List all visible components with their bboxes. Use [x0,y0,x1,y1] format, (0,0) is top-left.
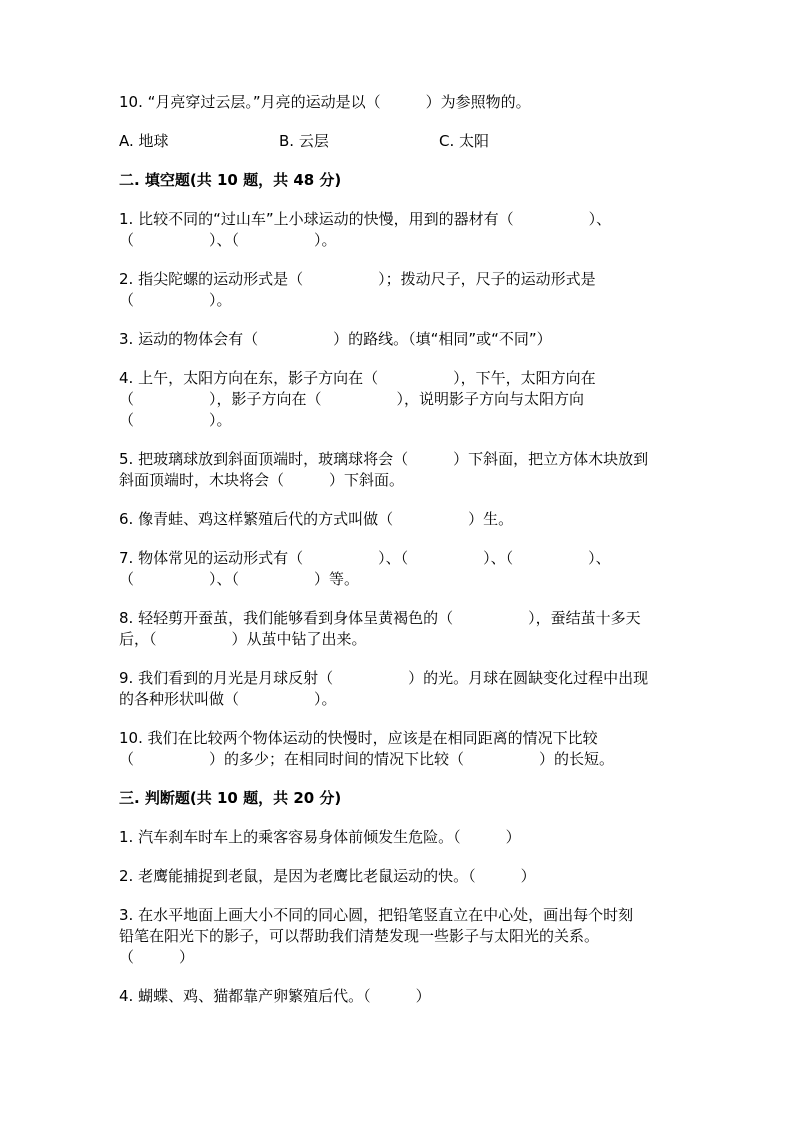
judge-question-2 [119,866,679,887]
question-line: （ ）、（ ）。 [119,231,337,249]
question-line: 2. 老鹰能捕捉到老鼠，是因为老鹰比老鼠运动的快。（ ） [119,867,536,885]
question-line: 3. 在水平地面上画大小不同的同心圆，把铅笔竖直立在中心处，画出每个时刻 [119,906,634,924]
question-line: 8. 轻轻剪开蚕茧，我们能够看到身体呈黄褐色的（ ），蚕结茧十多天 [119,609,641,627]
question-line: （ ）。 [119,411,232,429]
option-c: C. 太阳 [439,132,490,150]
question-line: （ ） [119,948,195,966]
section-title-true-false: 三. 判断题(共 10 题，共 20 分) [119,789,342,807]
question-line: 10. 我们在比较两个物体运动的快慢时，应该是在相同距离的情况下比较 [119,729,598,747]
fill-question-4 [119,368,679,431]
question-line: 斜面顶端时，木块将会（ ）下斜面。 [119,471,405,489]
question-line: 4. 上午，太阳方向在东，影子方向在（ ），下午，太阳方向在 [119,369,596,387]
fill-question-7 [119,548,679,590]
judge-question-1 [119,827,679,848]
option-b: B. 云层 [279,132,329,150]
fill-question-10 [119,728,679,770]
question-line: 的各种形状叫做（ ）。 [119,690,337,708]
question-options [119,131,679,152]
question-line: （ ）的多少；在相同时间的情况下比较（ ）的长短。 [119,750,615,768]
question-line: 后，（ ）从茧中钻了出来。 [119,630,367,648]
judge-question-3 [119,905,679,968]
exam-page [119,92,679,1025]
fill-question-9 [119,668,679,710]
fill-question-3 [119,329,679,350]
question-text: 10. “月亮穿过云层。”月亮的运动是以（ ）为参照物的。 [119,93,531,111]
fill-question-6 [119,509,679,530]
fill-question-2 [119,269,679,311]
question-line: 4. 蝴蝶、鸡、猫都靠产卵繁殖后代。（ ） [119,987,431,1005]
section-title-fill-blank: 二. 填空题(共 10 题，共 48 分) [119,171,342,189]
question-line: 7. 物体常见的运动形式有（ ）、（ ）、（ ）、 [119,549,611,567]
judge-question-4 [119,986,679,1007]
question-line: 1. 比较不同的“过山车”上小球运动的快慢，用到的器材有（ ）、 [119,210,612,228]
question-line: 6. 像青蛙、鸡这样繁殖后代的方式叫做（ ）生。 [119,510,514,528]
question-line: 5. 把玻璃球放到斜面顶端时，玻璃球将会（ ）下斜面，把立方体木块放到 [119,450,649,468]
question-line: （ ）。 [119,291,232,309]
fill-question-8 [119,608,679,650]
question-line: 3. 运动的物体会有（ ）的路线。（填“相同”或“不同”） [119,330,552,348]
question-top-10 [119,92,679,113]
question-line: （ ），影子方向在（ ），说明影子方向与太阳方向 [119,390,585,408]
fill-question-5 [119,449,679,491]
question-line: 1. 汽车刹车时车上的乘客容易身体前倾发生危险。（ ） [119,828,521,846]
question-line: （ ）、（ ）等。 [119,570,360,588]
fill-question-1 [119,209,679,251]
question-line: 2. 指尖陀螺的运动形式是（ ）；拨动尺子，尺子的运动形式是 [119,270,596,288]
question-line: 9. 我们看到的月光是月球反射（ ）的光。月球在圆缺变化过程中出现 [119,669,649,687]
option-a: A. 地球 [119,132,169,150]
question-line: 铅笔在阳光下的影子，可以帮助我们清楚发现一些影子与太阳光的关系。 [119,927,600,945]
